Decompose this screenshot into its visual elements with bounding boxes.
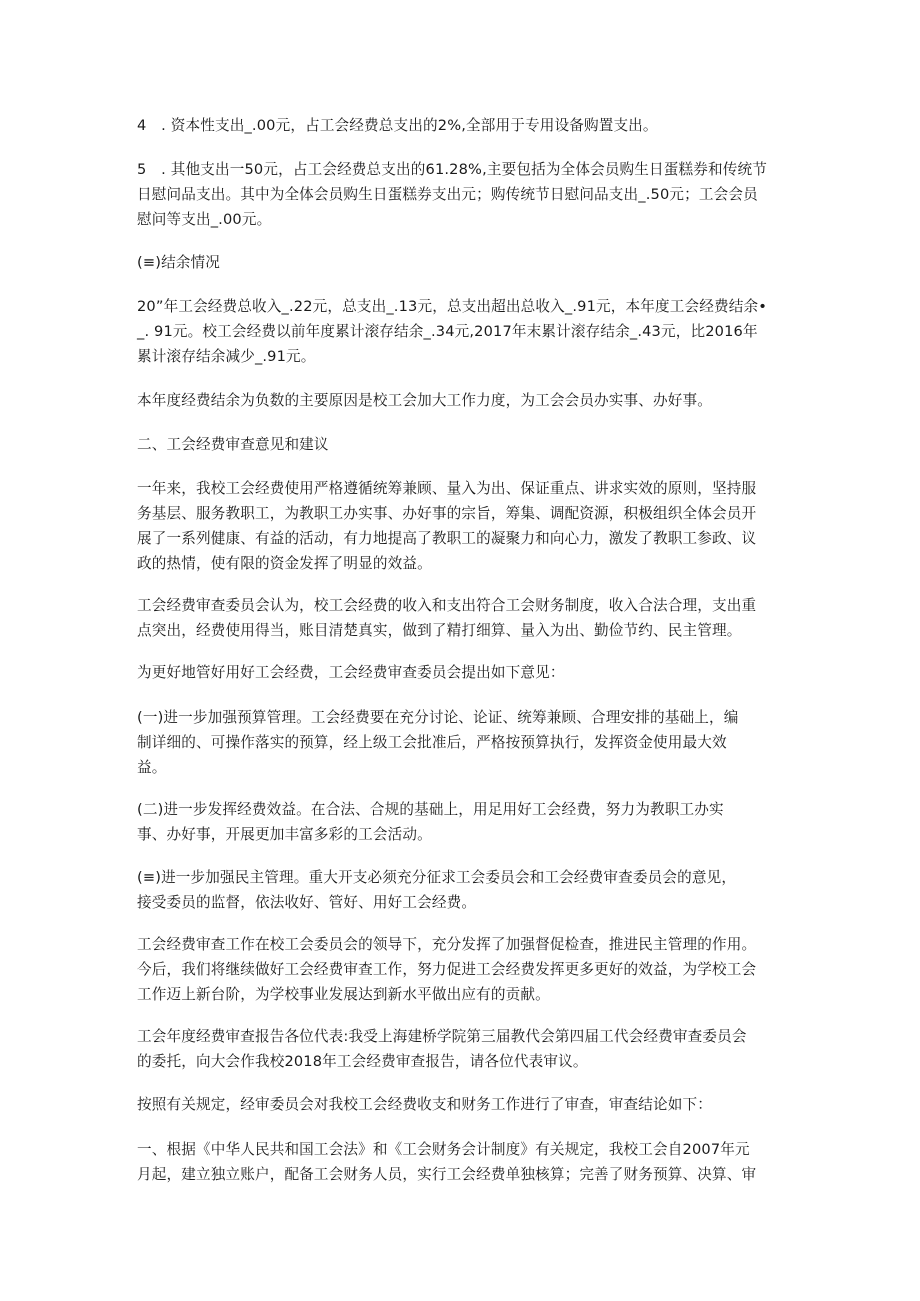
text-line: 工会经费审查委员会认为，校工会经费的收入和支出符合工会财务制度，收入合法合理，支出重 [137,597,757,614]
text-line: 为更好地管好用好工会经费，工会经费审查委员会提出如下意见： [137,664,565,681]
paragraph-committee-conclusion [137,593,787,643]
text-line: (≡)结余情况 [137,254,221,271]
paragraph-future-work [137,932,787,1007]
paragraph-report-address [137,1024,787,1074]
text-line: 20”年工会经费总收入_.22元，总支出_.13元，总支出超出总收入_.91元，本年度工会经费结余• [137,298,767,315]
text-line: (≡)进一步加强民主管理。重大开支必须充分征求工会委员会和工会经费审查委员会的意见， [137,869,737,886]
text-line: 按照有关规定，经审委员会对我校工会经费收支和财务工作进行了审查，审查结论如下： [137,1096,713,1113]
text-line: 的委托，向大会作我校2018年工会经费审查报告，请各位代表审议。 [137,1053,588,1070]
text-line: 4 . 资本性支出_.00元，占工会经费总支出的2%,全部用于专用设备购置支出。 [137,117,658,134]
paragraph-annual-review [137,476,787,576]
text-line: 展了一系列健康、有益的活动，有力地提高了教职工的凝聚力和向心力，激发了教职工参政、议 [137,530,757,547]
paragraph-suggestion-democracy [137,865,787,915]
text-line: 一、根据《中华人民共和国工会法》和《工会财务会计制度》有关规定，我校工会自2007年元 [137,1141,750,1158]
text-line: (一)进一步加强预算管理。工会经费要在充分讨论、论证、统筹兼顾、合理安排的基础上，编 [137,709,739,726]
text-line: 点突出，经费使用得当，账目清楚真实，做到了精打细算、量入为出、勤俭节约、民主管理。 [137,622,742,639]
text-line: (二)进一步发挥经费效益。在合法、合规的基础上，用足用好工会经费，努力为教职工办实 [137,801,724,818]
paragraph-negative-balance-reason [137,388,787,413]
paragraph-review-conclusion-intro [137,1092,787,1117]
text-line: 日慰问品支出。其中为全体会员购生日蛋糕券支出元；购传统节日慰问品支出_.50元；工会会员 [137,186,758,203]
paragraph-suggestions-intro [137,660,787,685]
paragraph-balance-summary [137,294,787,369]
text-line: 一年来，我校工会经费使用严格遵循统筹兼顾、量入为出、保证重点、讲求实效的原则，坚持服 [137,480,757,497]
text-line: 本年度经费结余为负数的主要原因是校工会加大工作力度，为工会会员办实事、办好事。 [137,392,713,409]
paragraph-suggestion-efficiency [137,797,787,847]
paragraph-other-expenditure [137,157,787,232]
text-line: 工作迈上新台阶，为学校事业发展达到新水平做出应有的贡献。 [137,986,550,1003]
text-line: 益。 [137,759,167,776]
text-line: 政的热情，使有限的资金发挥了明显的效益。 [137,555,432,572]
text-line: 事、办好事，开展更加丰富多彩的工会活动。 [137,826,432,843]
text-line: _. 91元。校工会经费以前年度累计滚存结余_.34元,2017年末累计滚存结余_.43元，比2016年 [137,323,758,340]
paragraph-conclusion-one [137,1137,787,1187]
text-line: 慰问等支出_.00元。 [137,211,272,228]
text-line: 制详细的、可操作落实的预算，经上级工会批准后，严格按预算执行，发挥资金使用最大效 [137,734,727,751]
text-line: 今后，我们将继续做好工会经费审查工作，努力促进工会经费发挥更多更好的效益，为学校工会 [137,961,757,978]
text-line: 接受委员的监督，依法收好、管好、用好工会经费。 [137,894,477,911]
text-line: 工会年度经费审查报告各位代表:我受上海建桥学院第三届教代会第四届工代会经费审查委员会 [137,1028,747,1045]
text-line: 务基层、服务教职工，为教职工办实事、办好事的宗旨，筹集、调配资源，积极组织全体会员开 [137,505,757,522]
text-line: 5 . 其他支出一50元，占工会经费总支出的61.28%,主要包括为全体会员购生日蛋糕券和传统节 [137,161,767,178]
text-line: 累计滚存结余减少_.91元。 [137,348,316,365]
text-line: 月起，建立独立账户，配备工会财务人员，实行工会经费单独核算；完善了财务预算、决算、审 [137,1166,757,1183]
paragraph-capital-expenditure [137,113,787,138]
section-heading-review-opinions [137,432,787,457]
section-heading-balance [137,250,787,275]
paragraph-suggestion-budget [137,705,787,780]
text-line: 二、工会经费审查意见和建议 [137,436,329,453]
text-line: 工会经费审查工作在校工会委员会的领导下，充分发挥了加强督促检查，推进民主管理的作用。 [137,936,757,953]
